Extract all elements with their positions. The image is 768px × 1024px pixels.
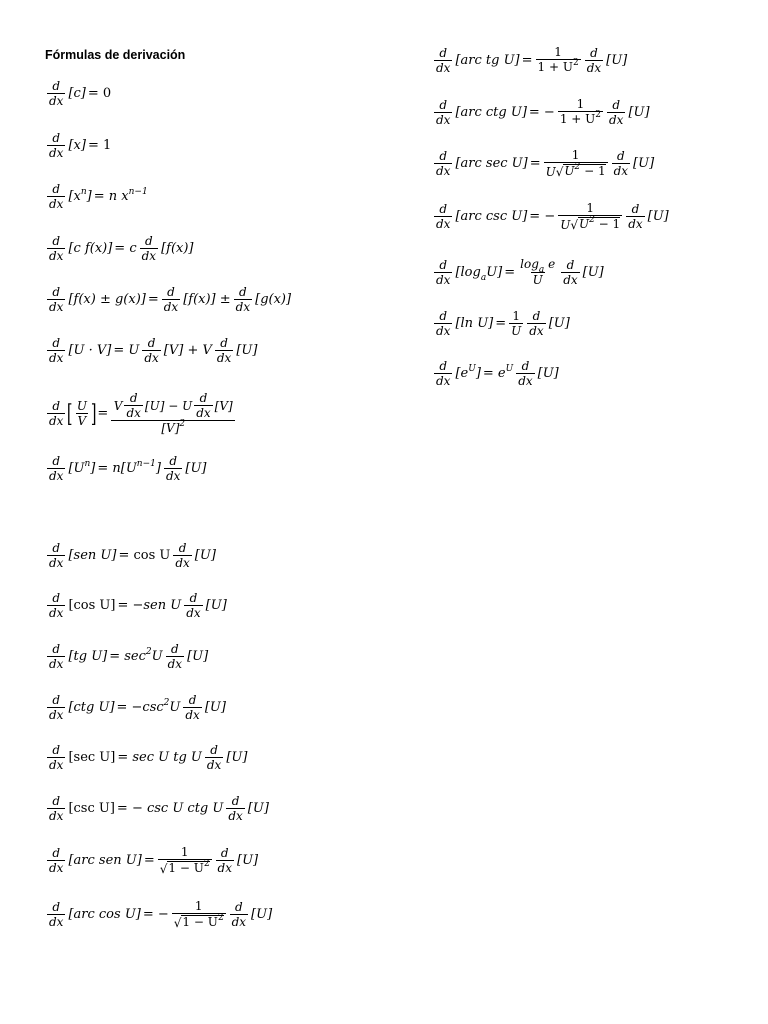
formula-rhs: [U] <box>537 366 559 381</box>
formula-rhs: = $\sec^2U$ <box>109 647 163 664</box>
derivative-operator: $\frac{d}{dx}$ <box>586 45 602 75</box>
derivative-operator: $\frac{d}{dx}$ <box>49 336 64 365</box>
formula-arg: [sen U] <box>68 548 117 563</box>
formula-rhs: [U] <box>194 548 216 563</box>
formula-sec <box>45 744 248 771</box>
formula-constant-multiple <box>45 235 195 262</box>
formula-arg: $[\log_aU]$ <box>455 264 503 283</box>
formula-cos <box>45 592 228 619</box>
derivative-operator: $\frac{d}{dx}$ <box>175 541 190 570</box>
formula-arc-csc <box>432 202 670 231</box>
formula-arg: [csc U] <box>68 801 115 816</box>
formula-rhs: = n $x^{n-1}$ <box>93 187 148 204</box>
formula-arg: $[e^U]$ <box>455 364 481 381</box>
formula-arc-sen <box>45 846 259 875</box>
formula-arg: [arc tg U] <box>455 52 520 68</box>
derivative-operator: $\frac{d}{dx}$ <box>49 79 64 108</box>
derivative-operator: $\frac{d}{dx}$ <box>165 454 181 483</box>
formula-rhs: = 1 <box>87 138 112 153</box>
formula-rhs: [V] + V <box>163 343 212 358</box>
formula-fraction: 1 √ $1 - U^2$ <box>159 845 210 876</box>
derivative-operator: $\frac{d}{dx}$ <box>49 131 64 160</box>
derivative-operator: $\frac{d}{dx}$ <box>216 336 232 365</box>
formula-rhs: = $n[U^{n-1}]$ <box>97 459 161 476</box>
page-title: Fórmulas de derivación <box>45 48 186 62</box>
derivative-operator: $\frac{d}{dx}$ <box>529 309 544 338</box>
formula-equals: = − <box>142 907 169 922</box>
formula-rhs: [g(x)] <box>255 292 292 307</box>
formula-rhs: [f(x)] ± <box>183 292 231 307</box>
derivative-operator: $\frac{d}{dx}$ <box>563 257 578 287</box>
derivative-operator: $\frac{d}{dx}$ <box>141 234 157 263</box>
formula-arg: $[U^n]$ <box>68 459 96 476</box>
derivative-operator: $\frac{d}{dx}$ <box>436 309 451 338</box>
formula-rhs: = $-\csc^2U$ <box>116 698 181 715</box>
formula-fraction: $\frac{1}{1 + U^2}$ <box>559 97 601 126</box>
derivative-operator: $\frac{d}{dx}$ <box>518 359 533 388</box>
formula-rhs: [U] <box>606 52 628 68</box>
formula-fraction: $\frac{\log_a e}{U}$ <box>520 257 556 287</box>
derivative-operator: $\frac{d}{dx}$ <box>231 900 247 929</box>
derivative-operator: $\frac{d}{dx}$ <box>49 642 64 671</box>
derivative-operator: $\frac{d}{dx}$ <box>228 794 243 823</box>
derivative-operator: $\frac{d}{dx}$ <box>235 285 251 314</box>
formula-arg: [arc cos U] <box>68 907 141 922</box>
formula-rhs: [f(x)] <box>161 241 194 256</box>
derivative-operator: $\frac{d}{dx}$ <box>167 642 183 671</box>
formula-sen <box>45 542 217 569</box>
formula-rhs: [U] <box>187 649 209 664</box>
formula-rhs: = sec U tg U <box>117 750 202 765</box>
derivative-operator: $\frac{d}{dx}$ <box>185 693 200 722</box>
formula-arc-cos <box>45 900 273 929</box>
formula-rhs: [U] <box>236 343 258 358</box>
formula-rhs: [U] <box>247 801 269 816</box>
formula-equals: = − <box>528 104 555 120</box>
formula-arg: [arc ctg U] <box>455 104 527 120</box>
formula-chain-power <box>45 455 208 482</box>
bracket-open: [ <box>67 399 73 428</box>
derivative-operator: $\frac{d}{dx}$ <box>49 454 64 483</box>
formula-rhs: = c <box>114 241 137 256</box>
formula-rhs: [U] <box>647 209 669 224</box>
formula-rhs: [U] <box>582 264 604 280</box>
formula-arg: [arc sen U] <box>68 853 142 868</box>
formula-equals: = − <box>529 209 556 224</box>
formula-fraction: $\frac{1}{1 + U^2}$ <box>537 45 579 74</box>
formula-ctg <box>45 694 227 721</box>
derivative-operator: $\frac{d}{dx}$ <box>49 234 64 263</box>
formula-rhs: [U] <box>237 853 259 868</box>
formula-rhs: [U] <box>204 700 226 715</box>
derivative-operator: $\frac{d}{dx}$ <box>217 846 232 875</box>
formula-arg: [c] <box>68 86 86 101</box>
formula-rhs: [U] <box>251 907 273 922</box>
formula-equals: = <box>495 316 507 331</box>
formula-equals: = <box>504 264 516 280</box>
quotient-rhs: V $\frac{d}{dx}$ [U] − U $\frac{d}{dx}$ [V] $[V]^2$ <box>111 392 235 435</box>
derivative-operator: $\frac{d}{dx}$ <box>49 743 64 772</box>
formula-log-a <box>432 258 605 286</box>
formula-arg: [sec U] <box>68 750 116 765</box>
formula-fraction: 1 √ $1 - U^2$ <box>173 899 224 930</box>
derivative-operator: $\frac{d}{dx}$ <box>163 285 179 314</box>
formula-ln <box>432 310 571 337</box>
formula-rhs: = 0 <box>87 86 112 101</box>
derivative-operator: $\frac{d}{dx}$ <box>628 202 643 231</box>
derivative-operator: $\frac{d}{dx}$ <box>436 257 451 287</box>
formula-rhs: [U] <box>226 750 248 765</box>
formula-sum <box>45 286 292 313</box>
formula-rhs: [U] <box>628 104 650 120</box>
derivative-operator: $\frac{d}{dx}$ <box>49 591 64 620</box>
formula-fraction: $\frac{1}{U}$ <box>511 309 522 338</box>
derivative-operator: $\frac{d}{dx}$ <box>206 743 222 772</box>
formula-arg: [c f(x)] <box>68 241 113 256</box>
formula-arc-sec <box>432 149 655 178</box>
derivative-operator: $\frac{d}{dx}$ <box>436 97 451 127</box>
formula-arg: [U · V] <box>68 343 112 358</box>
formula-fraction: 1 U √ $U^2 - 1$ <box>545 148 606 179</box>
formula-tg <box>45 643 209 670</box>
formula-arg: $[x^n]$ <box>68 187 92 204</box>
derivative-operator: $\frac{d}{dx}$ <box>49 846 64 875</box>
derivative-operator: $\frac{d}{dx}$ <box>49 541 64 570</box>
derivative-operator: $\frac{d}{dx}$ <box>49 693 64 722</box>
derivative-operator: $\frac{d}{dx}$ <box>49 900 64 929</box>
derivative-operator: $\frac{d}{dx}$ <box>436 45 451 75</box>
formula-identity <box>45 132 112 159</box>
formula-power <box>45 183 149 210</box>
derivative-operator: $\frac{d}{dx}$ <box>144 336 159 365</box>
formula-exp <box>432 360 560 387</box>
derivative-operator: $\frac{d}{dx}$ <box>613 149 629 178</box>
formula-fraction: 1 U √ $U^2 - 1$ <box>560 201 621 232</box>
formula-equals: = <box>529 156 541 171</box>
formula-arg: [arc csc U] <box>455 209 528 224</box>
formula-rhs: = −sen U <box>117 598 182 613</box>
quotient-arg: $\frac{U}{V}$ <box>76 399 87 428</box>
formula-arg: [ln U] <box>455 316 494 331</box>
formula-equals: = <box>147 292 159 307</box>
formula-arg: [tg U] <box>68 649 108 664</box>
formula-product <box>45 337 258 364</box>
formula-csc <box>45 795 270 822</box>
formula-rhs: = cos U <box>118 548 171 563</box>
formula-rhs: = $e^U$ <box>482 364 514 381</box>
derivative-operator: $\frac{d}{dx}$ <box>436 149 451 178</box>
formula-rhs: [U] <box>548 316 570 331</box>
formula-equals: = <box>143 853 155 868</box>
formula-arg: [cos U] <box>68 598 116 613</box>
formula-rhs: = U <box>113 343 140 358</box>
formula-rhs: [U] <box>633 156 655 171</box>
formula-rhs: [U] <box>185 461 207 476</box>
formula-arg: [ctg U] <box>68 700 115 715</box>
formula-arg: [arc sec U] <box>455 156 528 171</box>
formula-rhs: = − csc U ctg U <box>116 801 224 816</box>
formula-equals: = <box>521 52 533 68</box>
formula-equals: = <box>97 406 109 421</box>
derivative-operator: $\frac{d}{dx}$ <box>49 399 64 428</box>
formula-arc-ctg <box>432 98 651 126</box>
formula-rhs: [U] <box>205 598 227 613</box>
bracket-close: ] <box>90 399 97 428</box>
formula-arg: [x] <box>68 138 86 153</box>
derivative-operator: $\frac{d}{dx}$ <box>49 285 64 314</box>
formula-quotient <box>45 392 237 435</box>
formula-constant <box>45 80 112 107</box>
formula-arc-tg <box>432 46 628 74</box>
derivative-operator: $\frac{d}{dx}$ <box>49 182 64 211</box>
derivative-operator: $\frac{d}{dx}$ <box>608 97 624 127</box>
derivative-operator: $\frac{d}{dx}$ <box>186 591 201 620</box>
derivative-operator: $\frac{d}{dx}$ <box>436 202 451 231</box>
derivative-operator: $\frac{d}{dx}$ <box>49 794 64 823</box>
derivative-operator: $\frac{d}{dx}$ <box>436 359 451 388</box>
formula-arg: [f(x) ± g(x)] <box>68 292 146 307</box>
